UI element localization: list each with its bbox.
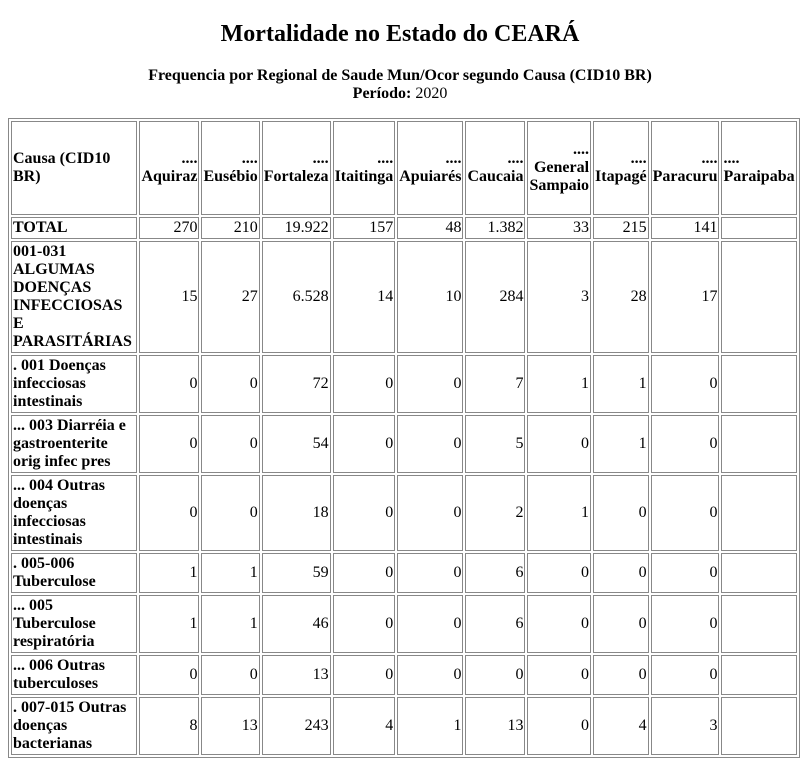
cell: 2 — [465, 475, 525, 551]
column-dots: .... — [701, 150, 718, 167]
cell: 0 — [397, 595, 463, 653]
cell: 1 — [593, 355, 649, 413]
period-line — [0, 85, 800, 103]
column-header — [651, 121, 720, 215]
cell: 46 — [262, 595, 331, 653]
cell: 3 — [527, 241, 591, 353]
cell: 0 — [139, 475, 199, 551]
report-subtitle — [0, 67, 800, 103]
column-header — [527, 121, 591, 215]
cell — [721, 697, 797, 755]
cell: 0 — [201, 355, 259, 413]
cell: 0 — [397, 655, 463, 695]
cell: 215 — [593, 217, 649, 239]
cell: 28 — [593, 241, 649, 353]
period-label: Período: — [352, 85, 412, 102]
cell: 0 — [201, 655, 259, 695]
data-table-container — [8, 118, 800, 752]
column-name: Apuiarés — [399, 168, 462, 185]
cell: 13 — [262, 655, 331, 695]
cell: 284 — [465, 241, 525, 353]
column-dots: .... — [507, 150, 524, 167]
cell: 1 — [397, 697, 463, 755]
column-name: General Sampaio — [529, 159, 590, 194]
cell — [721, 241, 797, 353]
cell: 4 — [593, 697, 649, 755]
column-header — [262, 121, 331, 215]
cell: 0 — [593, 595, 649, 653]
column-dots: .... — [181, 150, 198, 167]
column-name: Eusébio — [203, 168, 258, 185]
cause-column-header: Causa (CID10 BR) — [11, 121, 137, 215]
cell: 0 — [527, 553, 591, 593]
table-row — [11, 355, 797, 413]
table-row — [11, 475, 797, 551]
row-cause: . 007-015 Outras doenças bacterianas — [11, 697, 137, 755]
cell: 157 — [333, 217, 396, 239]
column-header — [139, 121, 199, 215]
cell: 1 — [593, 415, 649, 473]
row-cause: 001-031 ALGUMAS DOENÇAS INFECCIOSAS E PARASITÁRIAS — [11, 241, 137, 353]
table-row — [11, 415, 797, 473]
column-name: Aquiraz — [141, 168, 198, 185]
cell: 6 — [465, 553, 525, 593]
cell: 1 — [201, 595, 259, 653]
column-dots: .... — [723, 150, 740, 167]
table-row — [11, 553, 797, 593]
cell: 210 — [201, 217, 259, 239]
cell — [721, 415, 797, 473]
header-row — [11, 121, 797, 215]
cell — [721, 355, 797, 413]
cell: 72 — [262, 355, 331, 413]
cell: 19.922 — [262, 217, 331, 239]
mortality-table — [8, 118, 800, 758]
cell: 6 — [465, 595, 525, 653]
cell: 0 — [397, 553, 463, 593]
cell: 0 — [651, 655, 720, 695]
cell: 0 — [333, 595, 396, 653]
cell — [721, 655, 797, 695]
cell: 4 — [333, 697, 396, 755]
cell: 59 — [262, 553, 331, 593]
table-row — [11, 217, 797, 239]
column-header — [593, 121, 649, 215]
cell: 27 — [201, 241, 259, 353]
cell: 8 — [139, 697, 199, 755]
cell: 6.528 — [262, 241, 331, 353]
cell: 3 — [651, 697, 720, 755]
cell: 0 — [397, 475, 463, 551]
cell: 54 — [262, 415, 331, 473]
cell — [721, 217, 797, 239]
cell: 13 — [465, 697, 525, 755]
cell: 1 — [139, 595, 199, 653]
cell: 0 — [201, 475, 259, 551]
row-cause: ... 005 Tuberculose respiratória — [11, 595, 137, 653]
column-name: Itaitinga — [334, 168, 394, 185]
column-header — [201, 121, 259, 215]
column-dots: .... — [630, 150, 647, 167]
column-dots: .... — [377, 150, 394, 167]
cell: 0 — [465, 655, 525, 695]
cell: 0 — [651, 355, 720, 413]
cell: 0 — [139, 415, 199, 473]
cell: 13 — [201, 697, 259, 755]
column-dots: .... — [241, 150, 258, 167]
period-value: 2020 — [415, 85, 448, 102]
column-header — [333, 121, 396, 215]
cell: 0 — [651, 595, 720, 653]
subtitle-text: Frequencia por Regional de Saude Mun/Ocor segundo Causa (CID10 BR) — [148, 67, 652, 84]
column-header — [721, 121, 797, 215]
cell: 15 — [139, 241, 199, 353]
cell: 0 — [527, 697, 591, 755]
cell: 5 — [465, 415, 525, 473]
column-name: Fortaleza — [263, 168, 329, 185]
cell: 0 — [527, 655, 591, 695]
cell: 243 — [262, 697, 331, 755]
cell: 0 — [201, 415, 259, 473]
cell: 270 — [139, 217, 199, 239]
cell: 18 — [262, 475, 331, 551]
cell — [721, 553, 797, 593]
column-header — [465, 121, 525, 215]
cell: 1 — [527, 475, 591, 551]
row-cause: . 005-006 Tuberculose — [11, 553, 137, 593]
page-title: Mortalidade no Estado do CEARÁ — [220, 21, 580, 47]
table-row — [11, 655, 797, 695]
cell: 0 — [333, 355, 396, 413]
cell: 7 — [465, 355, 525, 413]
table-row — [11, 595, 797, 653]
cell: 0 — [333, 553, 396, 593]
cell: 0 — [527, 595, 591, 653]
cell: 33 — [527, 217, 591, 239]
cell: 0 — [651, 475, 720, 551]
cell: 0 — [139, 655, 199, 695]
column-name: Paraipaba — [723, 168, 795, 185]
column-dots: .... — [445, 150, 462, 167]
cell: 1.382 — [465, 217, 525, 239]
cell: 0 — [397, 355, 463, 413]
cell: 10 — [397, 241, 463, 353]
table-row — [11, 697, 797, 755]
cell: 0 — [593, 475, 649, 551]
cell: 1 — [527, 355, 591, 413]
row-cause: . 001 Doenças infecciosas intestinais — [11, 355, 137, 413]
row-cause: TOTAL — [11, 217, 137, 239]
cell: 0 — [333, 415, 396, 473]
cell: 1 — [139, 553, 199, 593]
cell: 141 — [651, 217, 720, 239]
cell: 0 — [651, 553, 720, 593]
table-row — [11, 241, 797, 353]
row-cause: ... 004 Outras doenças infecciosas intestinais — [11, 475, 137, 551]
cell: 0 — [333, 475, 396, 551]
cell: 1 — [201, 553, 259, 593]
cell: 0 — [651, 415, 720, 473]
cell: 0 — [139, 355, 199, 413]
cell — [721, 595, 797, 653]
cell: 0 — [397, 415, 463, 473]
column-name: Paracuru — [652, 168, 718, 185]
cell: 0 — [527, 415, 591, 473]
column-dots: .... — [573, 141, 590, 158]
row-cause: ... 006 Outras tuberculoses — [11, 655, 137, 695]
row-cause: ... 003 Diarréia e gastroenterite orig infec pres — [11, 415, 137, 473]
column-dots: .... — [312, 150, 329, 167]
cell: 48 — [397, 217, 463, 239]
cell: 17 — [651, 241, 720, 353]
column-name: Caucaia — [467, 168, 524, 185]
cell — [721, 475, 797, 551]
cell: 0 — [333, 655, 396, 695]
cell: 0 — [593, 655, 649, 695]
column-name: Itapagé — [595, 168, 647, 185]
cell: 14 — [333, 241, 396, 353]
column-header — [397, 121, 463, 215]
cell: 0 — [593, 553, 649, 593]
